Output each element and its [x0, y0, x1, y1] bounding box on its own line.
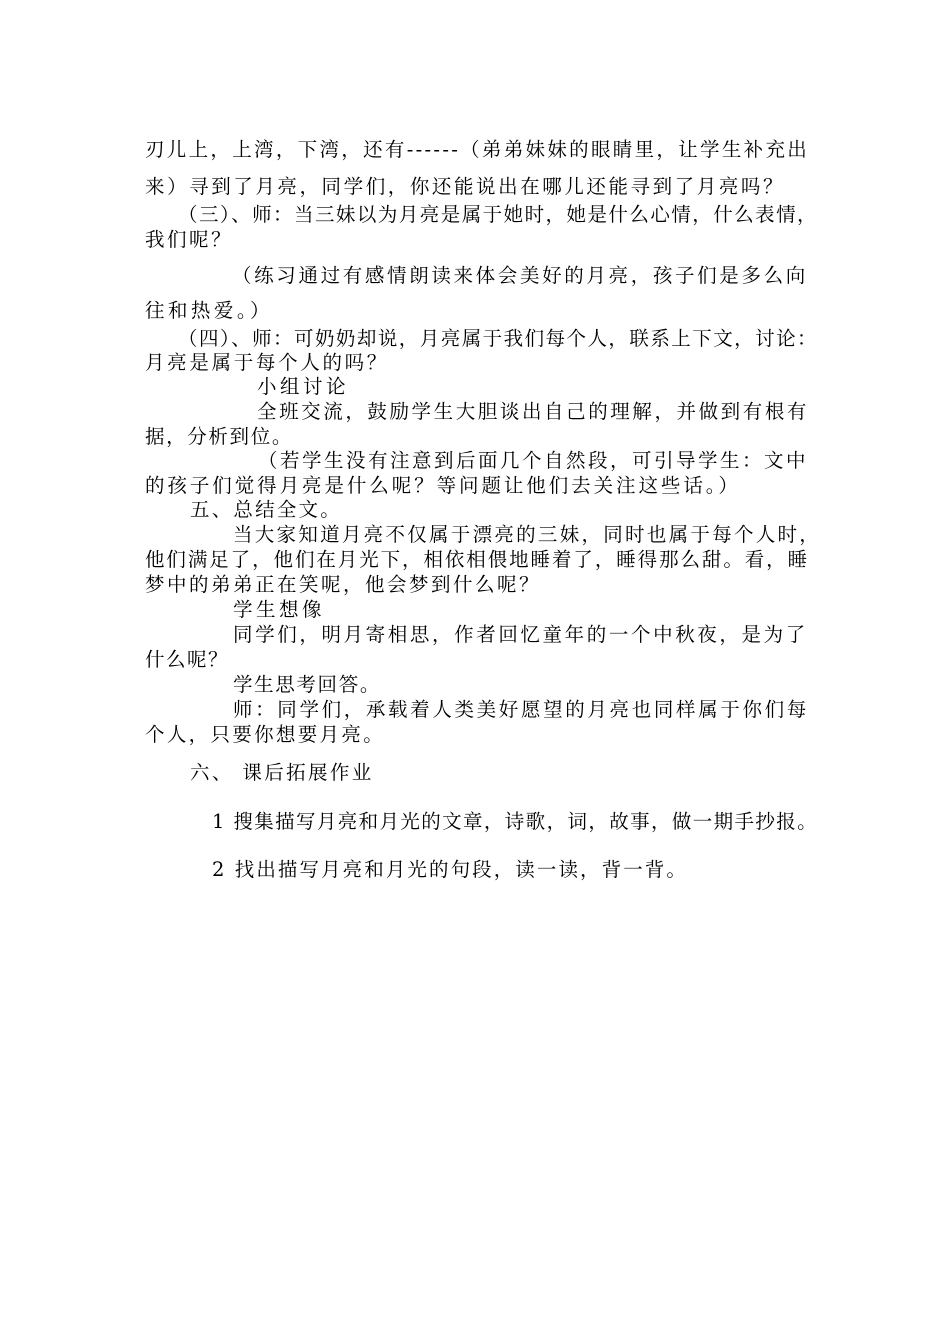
- section-heading: 六、 课后拓展作业: [190, 761, 374, 784]
- text-line: 我们呢？: [145, 228, 234, 251]
- text-line: 学生思考回答。: [233, 673, 381, 696]
- text-line: 什么呢？: [145, 648, 230, 671]
- text-line: （四）、师：可奶奶却说，月亮属于我们每个人，联系上下文，讨论：: [178, 327, 819, 350]
- section-heading: 五、总结全文。: [190, 498, 342, 521]
- text-line: 月亮是属于每个人的吗？: [145, 351, 389, 374]
- text-line: 刃儿上，上湾，下湾，还有------（弟弟妹妹的眼睛里，让学生补充出: [145, 138, 810, 161]
- text-line: 全班交流，鼓励学生大胆谈出自己的理解，并做到有根有: [257, 400, 810, 423]
- text-line: （若学生没有注意到后面几个自然段，可引导学生：文中: [258, 449, 809, 472]
- text-line: （三）、师：当三妹以为月亮是属于她时，她是什么心情，什么表情，: [178, 203, 819, 226]
- text-line: 个人，只要你想要月亮。: [145, 723, 386, 746]
- text-line: 师：同学们，承载着人类美好愿望的月亮也同样属于你们每: [233, 698, 809, 721]
- text-line: （练习通过有感情朗读来体会美好的月亮，孩子们是多么向: [232, 264, 808, 287]
- homework-item: 1 搜集描写月亮和月光的文章，诗歌，词，故事，做一期手抄报。: [212, 810, 819, 833]
- text-line: 梦中的弟弟正在笑呢，他会梦到什么呢？: [145, 573, 542, 596]
- text-line: 他们满足了，他们在月光下，相依相偎地睡着了，睡得那么甜。看，睡: [145, 548, 810, 571]
- text-line: 当大家知道月亮不仅属于漂亮的三妹，同时也属于每个人时，: [233, 523, 822, 546]
- text-line: 小组讨论: [257, 375, 350, 398]
- text-line: 据，分析到位。: [145, 425, 293, 448]
- text-line: 往和热爱。）: [145, 299, 274, 322]
- text-line: 同学们，明月寄相思，作者回忆童年的一个中秋夜，是为了: [233, 623, 808, 646]
- text-line: 来）寻到了月亮，同学们，你还能说出在哪儿还能寻到了月亮吗？: [145, 175, 786, 198]
- text-line: 学生想像: [233, 598, 326, 621]
- text-line: 的孩子们觉得月亮是什么呢？等问题让他们去关注这些话。）: [145, 474, 741, 497]
- homework-item: 2 找出描写月亮和月光的句段，读一读，背一背。: [212, 858, 688, 881]
